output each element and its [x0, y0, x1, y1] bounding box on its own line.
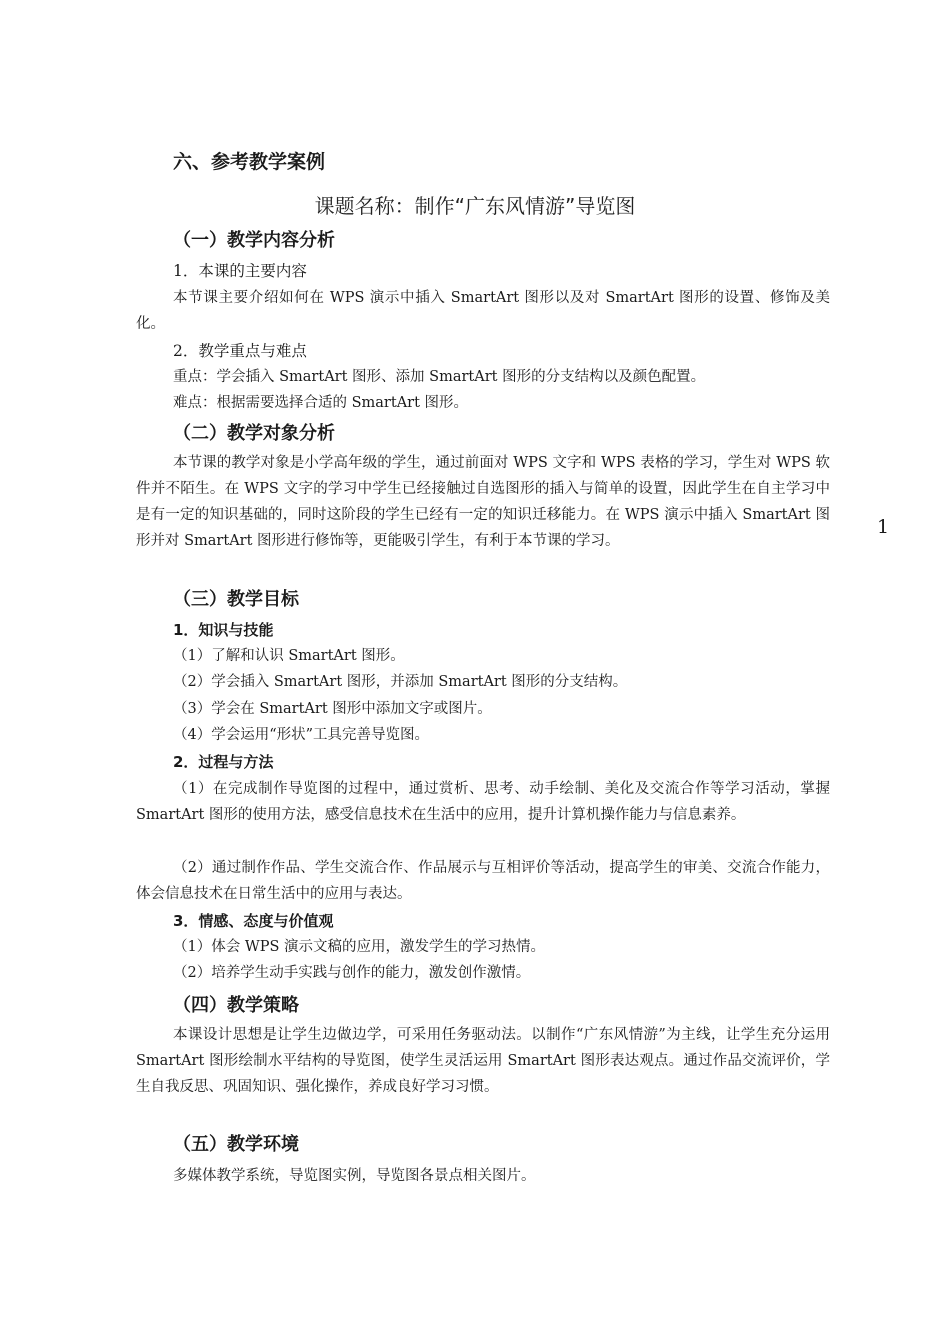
list-item: （4）学会运用“形状”工具完善导览图。 — [173, 727, 430, 743]
heading-teaching-objectives: （三）教学目标 — [173, 589, 299, 610]
paragraph-teaching-strategy: 本课设计思想是让学生边做边学，可采用任务驱动法。以制作“广东风情游”为主线，让学生充分运用 SmartArt 图形绘制水平结构的导览图，使学生灵活运用 SmartArt 图形表达观点。通过作品交流评价，学生自我反思、巩固知识、强化操作，养成良好学习习惯。 — [136, 1027, 830, 1095]
subheading-key-points: 2．教学重点与难点 — [173, 342, 307, 360]
subheading-process-methods: 2．过程与方法 — [173, 753, 274, 771]
section-title: 六、参考教学案例 — [173, 151, 326, 173]
list-item: （1）了解和认识 SmartArt 图形。 — [173, 648, 405, 664]
difficulty-line: 难点：根据需要选择合适的 SmartArt 图形。 — [173, 395, 469, 411]
page-number: 1 — [877, 516, 890, 538]
heading-teaching-strategy: （四）教学策略 — [173, 995, 299, 1016]
paragraph-process-2: （2）通过制作作品、学生交流合作、作品展示与互相评价等活动，提高学生的审美、交流合作能力，体会信息技术在日常生活中的应用与表达。 — [136, 860, 830, 902]
subheading-emotion-values: 3．情感、态度与价值观 — [173, 912, 334, 930]
key-point-line: 重点：学会插入 SmartArt 图形、添加 SmartArt 图形的分支结构以及颜色配置。 — [173, 369, 706, 385]
paragraph-student-analysis: 本节课的教学对象是小学高年级的学生，通过前面对 WPS 文字和 WPS 表格的学习，学生对 WPS 软件并不陌生。在 WPS 文字的学习中学生已经接触过自选图形的插入与简单的设置，因此学生在自主学习中是有一定的知识基础的，同时这阶段的学生已经有一定的知识迁移能力。在 WPS 演示中插入 SmartArt 图形并对 SmartArt 图形进行修饰等，更能吸引学生，有利于本节课的学习。 — [136, 455, 830, 549]
heading-teaching-environment: （五）教学环境 — [173, 1134, 299, 1155]
list-item: （3）学会在 SmartArt 图形中添加文字或图片。 — [173, 701, 492, 717]
list-item: （2）学会插入 SmartArt 图形，并添加 SmartArt 图形的分支结构。 — [173, 674, 628, 690]
heading-student-analysis: （二）教学对象分析 — [173, 423, 335, 444]
subheading-knowledge-skills: 1．知识与技能 — [173, 621, 274, 639]
list-item: （2）培养学生动手实践与创作的能力，激发创作激情。 — [173, 965, 531, 981]
paragraph-process-1: （1）在完成制作导览图的过程中，通过赏析、思考、动手绘制、美化及交流合作等学习活动，掌握 SmartArt 图形的使用方法，感受信息技术在生活中的应用，提升计算机操作能力与信息素养。 — [136, 781, 830, 823]
heading-content-analysis: （一）教学内容分析 — [173, 230, 335, 251]
paragraph-teaching-environment: 多媒体教学系统，导览图实例，导览图各景点相关图片。 — [173, 1168, 536, 1184]
list-item: （1）体会 WPS 演示文稿的应用，激发学生的学习热情。 — [173, 939, 546, 955]
subheading-main-content: 1．本课的主要内容 — [173, 262, 307, 280]
paragraph-main-content: 本节课主要介绍如何在 WPS 演示中插入 SmartArt 图形以及对 SmartArt 图形的设置、修饰及美化。 — [136, 290, 830, 332]
document-title: 课题名称：制作“广东风情游”导览图 — [314, 194, 636, 218]
